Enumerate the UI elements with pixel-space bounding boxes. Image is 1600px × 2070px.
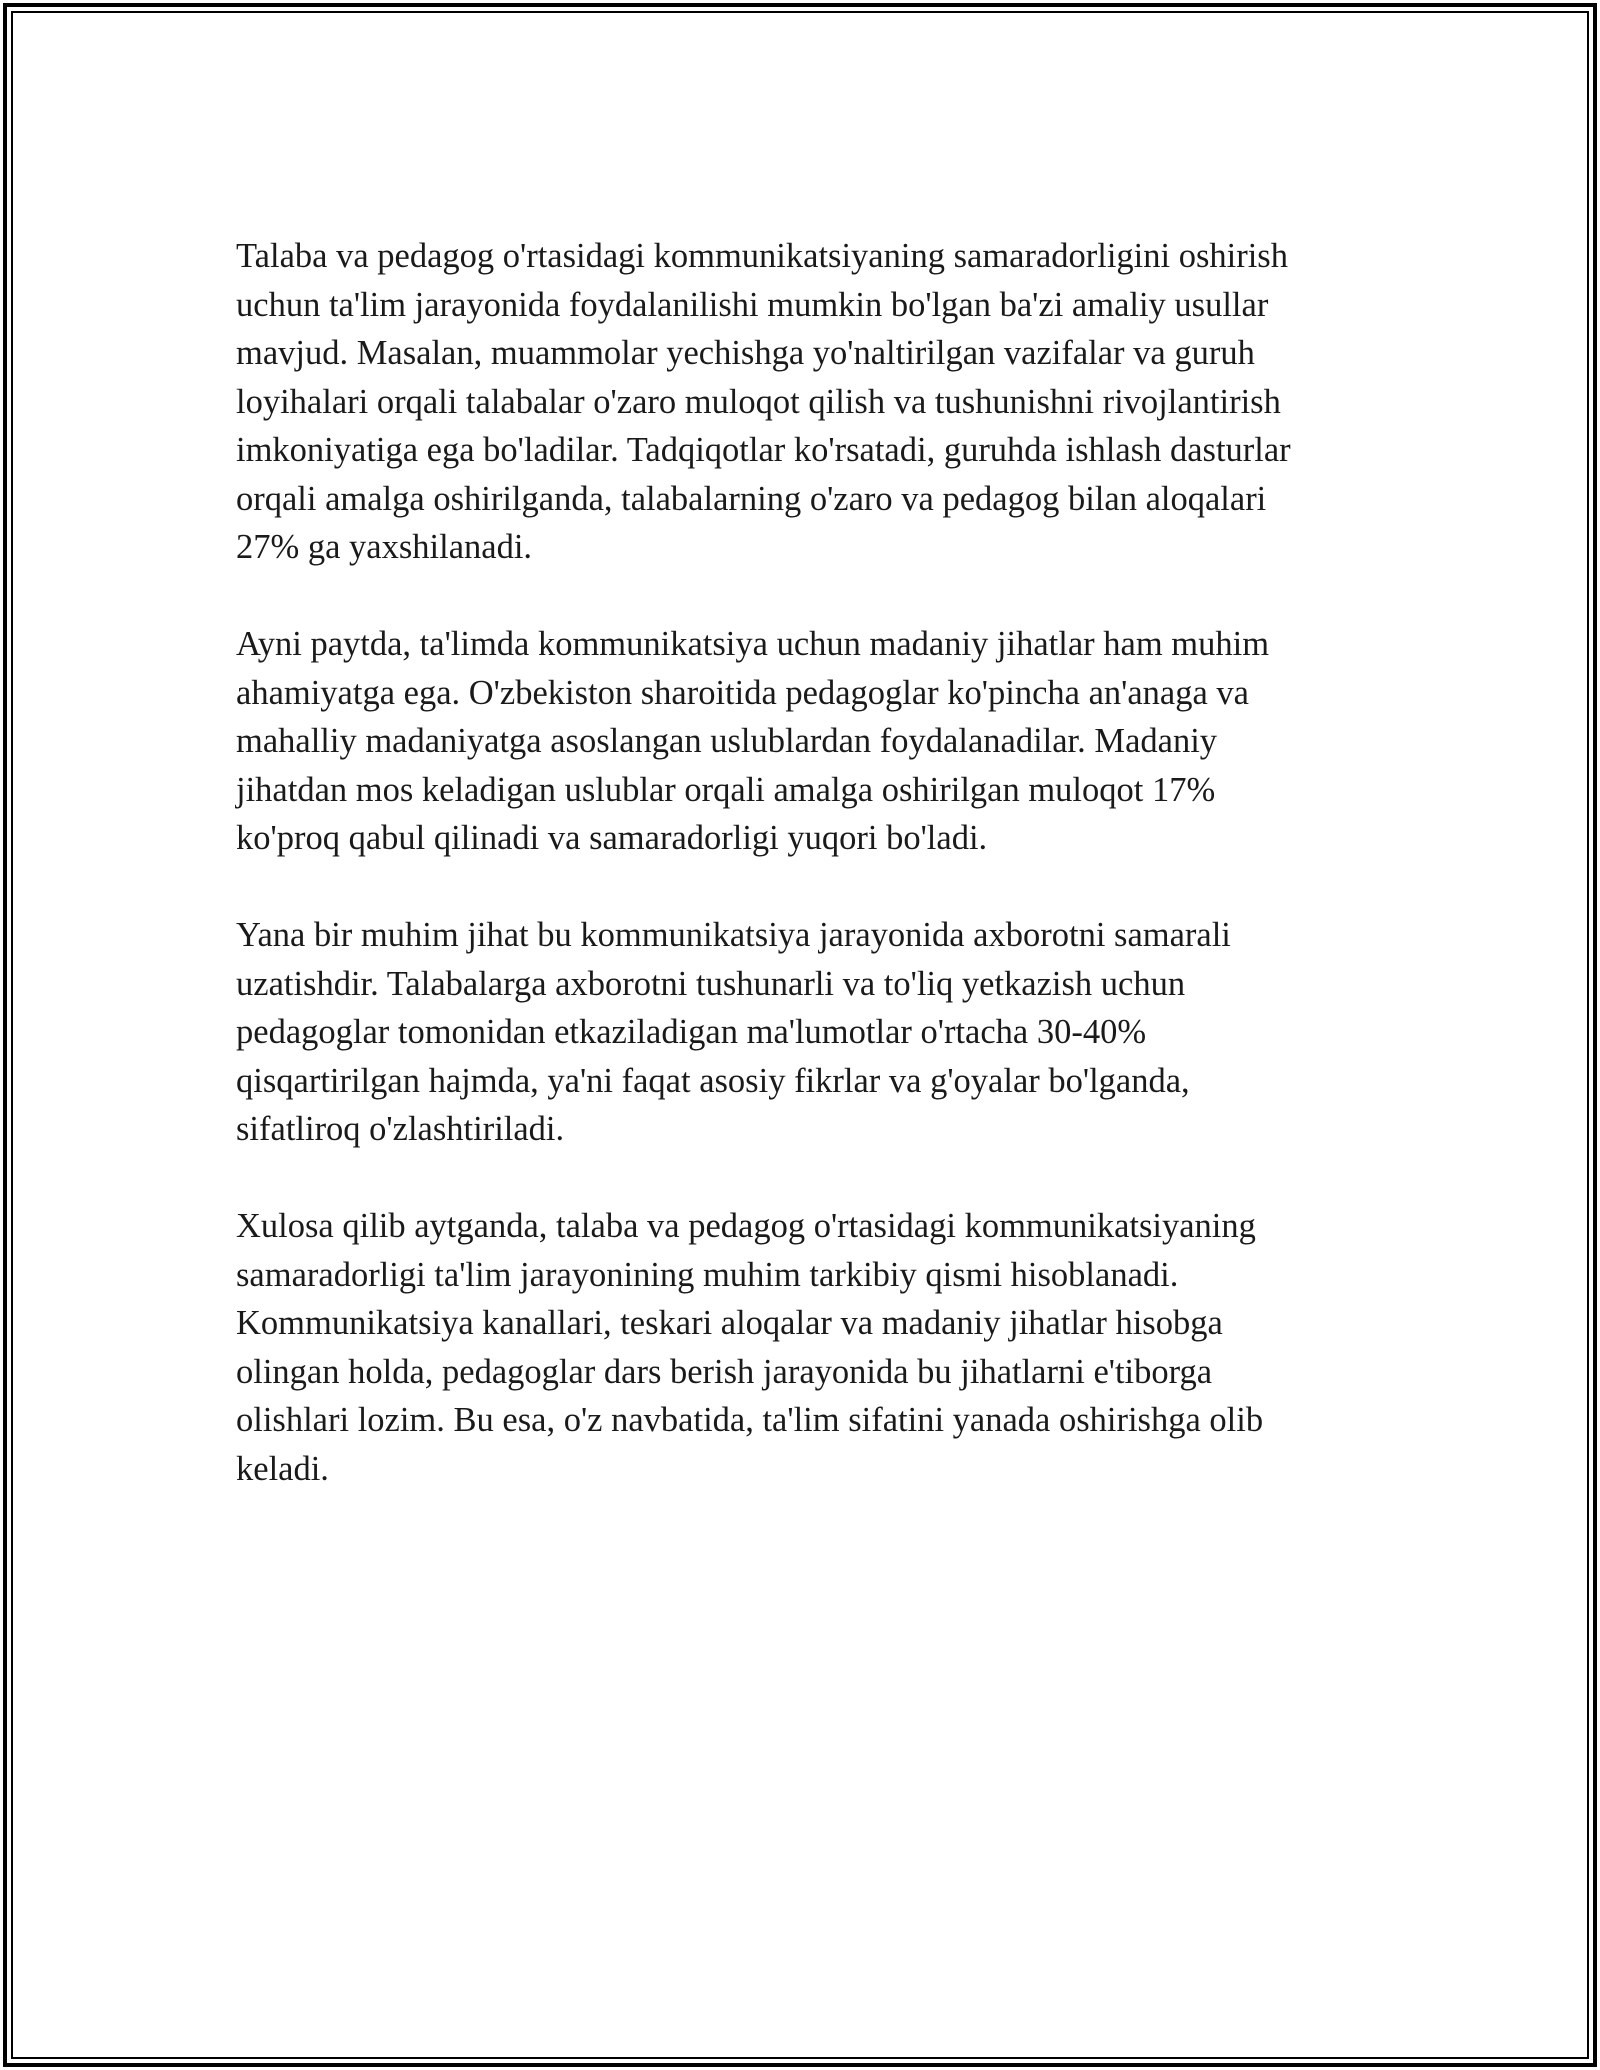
document-body [236, 232, 1376, 1542]
text-line: olingan holda, pedagoglar dars berish jarayonida bu jihatlarni e'tiborga [236, 1352, 1213, 1391]
text-line: Ayni paytda, ta'limda kommunikatsiya uchun madaniy jihatlar ham muhim [236, 625, 1270, 663]
text-line: 27% ga yaxshilanadi. [236, 528, 533, 566]
text-line: keladi. [236, 1449, 329, 1488]
text-line: qisqartirilgan hajmda, ya'ni faqat asosiy fikrlar va g'oyalar bo'lganda, [236, 1061, 1190, 1100]
text-line: loyihalari orqali talabalar o'zaro muloqot qilish va tushunishni rivojlantirish [236, 382, 1281, 421]
text-line: Yana bir muhim jihat bu kommunikatsiya jarayonida axborotni samarali [236, 916, 1231, 954]
text-line: jihatdan mos keladigan uslublar orqali amalga oshirilgan muloqot 17% [236, 770, 1216, 809]
text-line: orqali amalga oshirilganda, talabalarning o'zaro va pedagog bilan aloqalari [236, 479, 1267, 518]
text-line: ko'proq qabul qilinadi va samaradorligi yuqori bo'ladi. [236, 819, 988, 857]
paragraph-2 [236, 620, 1376, 863]
text-line: ahamiyatga ega. O'zbekiston sharoitida pedagoglar ko'pincha an'anaga va [236, 673, 1249, 712]
text-line: pedagoglar tomonidan etkaziladigan ma'lumotlar o'rtacha 30-40% [236, 1013, 1147, 1051]
text-line: Kommunikatsiya kanallari, teskari aloqalar va madaniy jihatlar hisobga [236, 1304, 1223, 1342]
paragraph-4 [236, 1202, 1376, 1493]
text-line: sifatliroq o'zlashtiriladi. [236, 1110, 565, 1148]
text-line: Talaba va pedagog o'rtasidagi kommunikatsiyaning samaradorligini oshirish [236, 237, 1288, 275]
paragraph-1 [236, 232, 1376, 572]
paragraph-3 [236, 911, 1376, 1154]
text-line: samaradorligi ta'lim jarayonining muhim tarkibiy qismi hisoblanadi. [236, 1255, 1179, 1294]
text-line: mavjud. Masalan, muammolar yechishga yo'naltirilgan vazifalar va guruh [236, 334, 1255, 372]
text-line: uchun ta'lim jarayonida foydalanilishi mumkin bo'lgan ba'zi amaliy usullar [236, 285, 1269, 324]
text-line: olishlari lozim. Bu esa, o'z navbatida, ta'lim sifatini yanada oshirishga olib [236, 1401, 1264, 1439]
text-line: imkoniyatiga ega bo'ladilar. Tadqiqotlar ko'rsatadi, guruhda ishlash dasturlar [236, 431, 1291, 469]
text-line: uzatishdir. Talabalarga axborotni tushunarli va to'liq yetkazish uchun [236, 964, 1186, 1003]
text-line: Xulosa qilib aytganda, talaba va pedagog o'rtasidagi kommunikatsiyaning [236, 1207, 1256, 1245]
text-line: mahalliy madaniyatga asoslangan uslublardan foydalanadilar. Madaniy [236, 722, 1218, 760]
